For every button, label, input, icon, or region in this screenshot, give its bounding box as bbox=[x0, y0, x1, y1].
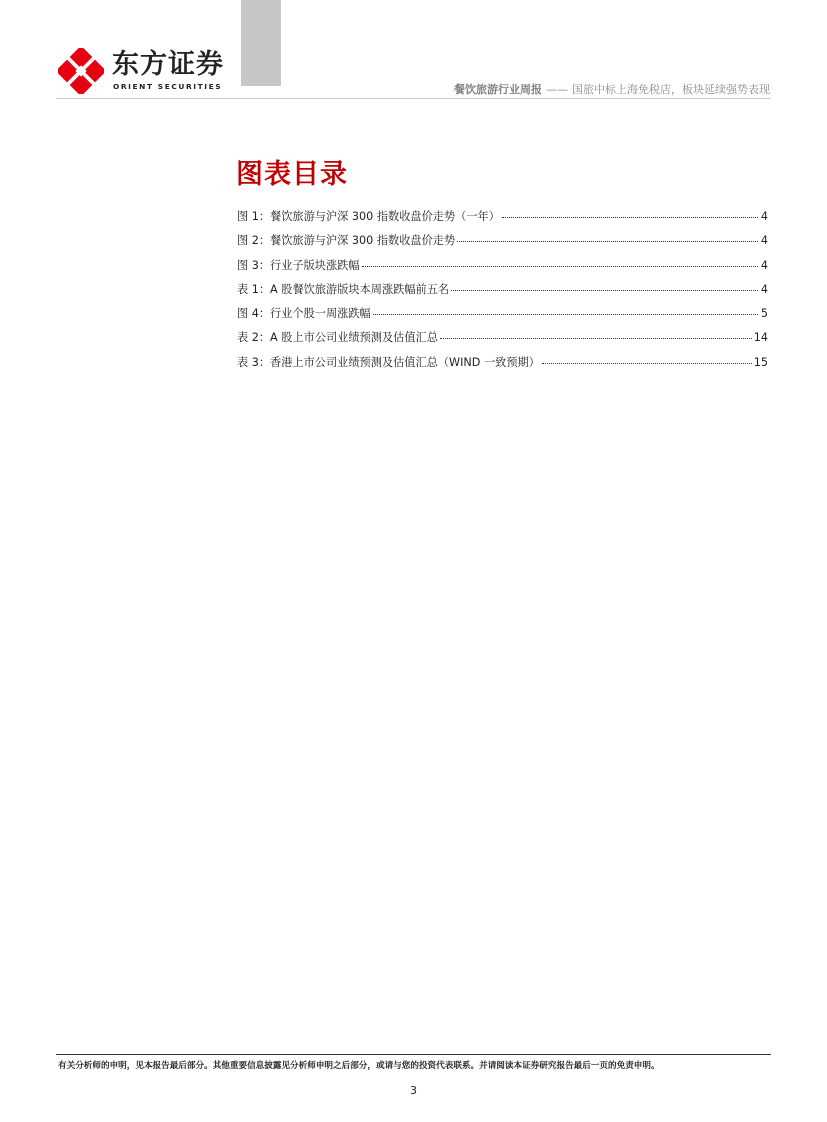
toc-entry-label: 图 2：餐饮旅游与沪深 300 指数收盘价走势 bbox=[237, 234, 456, 248]
toc-entry-page: 4 bbox=[760, 282, 768, 296]
toc-entry-page: 4 bbox=[760, 258, 768, 272]
toc-entry-page: 14 bbox=[753, 331, 768, 345]
report-type: 餐饮旅游行业周报 bbox=[454, 83, 542, 96]
toc-entry-label: 表 2：A 股上市公司业绩预测及估值汇总 bbox=[237, 331, 438, 345]
toc-entry-table-1[interactable] bbox=[237, 281, 768, 305]
toc-dot-leader bbox=[451, 280, 758, 291]
toc-dot-leader bbox=[457, 231, 758, 242]
toc-entry-label: 表 1：A 股餐饮旅游版块本周涨跌幅前五名 bbox=[237, 282, 450, 296]
toc-entry-figure-4[interactable] bbox=[237, 305, 768, 329]
header-grey-tab bbox=[241, 0, 281, 86]
footer-disclaimer: 有关分析师的申明，见本报告最后部分。其他重要信息披露见分析师申明之后部分，或请与您的投资代表联系。并请阅读本证券研究报告最后一页的免责申明。 bbox=[58, 1061, 660, 1071]
report-title: 国旅中标上海免税店，板块延续强势表现 bbox=[572, 83, 770, 96]
toc-dot-leader bbox=[373, 304, 758, 315]
running-header bbox=[454, 81, 770, 97]
footer-rule bbox=[56, 1054, 771, 1055]
toc-dot-leader bbox=[542, 353, 752, 364]
toc-dot-leader bbox=[440, 328, 752, 339]
brand-name-cn: 东方证券 bbox=[112, 49, 224, 80]
toc-entry-page: 15 bbox=[753, 355, 768, 369]
toc-entry-label: 图 3：行业子版块涨跌幅 bbox=[237, 258, 360, 272]
toc-entry-label: 图 4：行业个股一周涨跌幅 bbox=[237, 307, 371, 321]
toc-entry-label: 表 3：香港上市公司业绩预测及估值汇总（WIND 一致预期） bbox=[237, 355, 540, 369]
orient-logo-icon bbox=[58, 48, 104, 94]
orient-securities-logo bbox=[58, 48, 238, 98]
toc-title: 图表目录 bbox=[236, 159, 348, 190]
toc-entry-table-3[interactable] bbox=[237, 354, 768, 378]
toc-entry-page: 5 bbox=[760, 307, 768, 321]
toc-list bbox=[237, 208, 768, 378]
header-separator: —— bbox=[546, 83, 568, 96]
toc-entry-label: 图 1：餐饮旅游与沪深 300 指数收盘价走势（一年） bbox=[237, 210, 500, 223]
toc-entry-table-2[interactable] bbox=[237, 329, 768, 353]
toc-dot-leader bbox=[362, 256, 758, 267]
toc-entry-figure-2[interactable] bbox=[237, 232, 768, 256]
toc-entry-figure-3[interactable] bbox=[237, 257, 768, 281]
header-rule bbox=[56, 98, 771, 99]
toc-entry-page: 4 bbox=[760, 234, 768, 248]
toc-entry-page: 4 bbox=[760, 210, 768, 223]
toc-entry-figure-1[interactable] bbox=[237, 208, 768, 232]
toc-dot-leader bbox=[502, 207, 758, 218]
page-number: 3 bbox=[410, 1084, 417, 1097]
brand-name-en: ORIENT SECURITIES bbox=[113, 82, 223, 91]
